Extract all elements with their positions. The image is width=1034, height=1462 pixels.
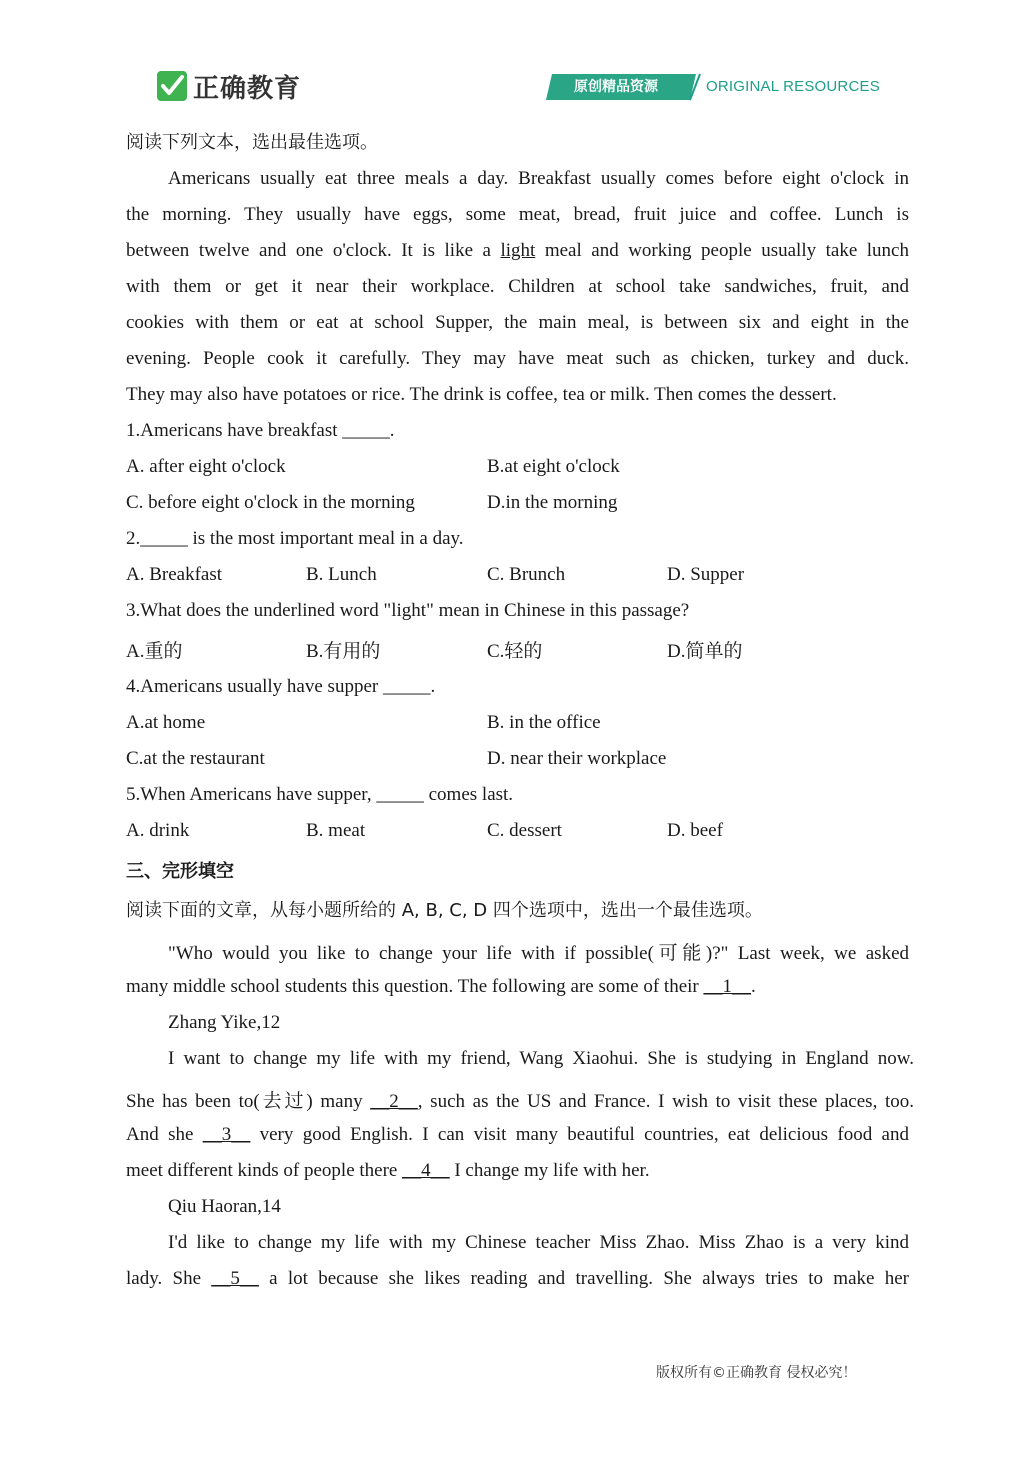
cloze-line: I'd like to change my life with my Chinese teacher Miss Zhao. Miss Zhao is a very kind (168, 1232, 909, 1253)
blank-5: __5__ (211, 1268, 259, 1289)
option-2d: D. Supper (667, 564, 745, 585)
badge-label: 原创精品资源 (574, 79, 658, 95)
option-2a: A. Breakfast (126, 564, 223, 585)
passage-line: with them or get it near their workplace. Children at school take sandwiches, fruit, and (126, 276, 909, 297)
option-4d: D. near their workplace (487, 748, 667, 769)
question-1: 1.Americans have breakfast _____. (126, 420, 395, 441)
passage-line: between twelve and one o'clock. It is like a light meal and working people usually take lunch (126, 240, 909, 261)
option-1c: C. before eight o'clock in the morning (126, 492, 415, 513)
question-4: 4.Americans usually have supper _____. (126, 676, 436, 697)
cloze-line: She has been to(去过) many __2__, such as the US and France. I wish to visit these places, too. (126, 1091, 914, 1112)
option-3b: B.有用的 (306, 641, 381, 662)
option-5c: C. dessert (487, 820, 562, 841)
section-instruction: 阅读下面的文章，从每小题所给的 A, B, C, D 四个选项中，选出一个最佳选项。 (126, 900, 763, 921)
question-5: 5.When Americans have supper, _____ comes last. (126, 784, 514, 805)
student-name: Zhang Yike,12 (168, 1012, 281, 1033)
brand-name: 正确教育 (193, 73, 302, 104)
option-3d: D.简单的 (667, 641, 743, 662)
option-5d: D. beef (667, 820, 723, 841)
underlined-word-light: light (500, 240, 536, 261)
reading-instruction: 阅读下列文本，选出最佳选项。 (126, 132, 378, 153)
copyright-footer: 版权所有©正确教育 侵权必究！ (656, 1365, 857, 1381)
option-1d: D.in the morning (487, 492, 618, 513)
question-2: 2._____ is the most important meal in a day. (126, 528, 464, 549)
option-1b: B.at eight o'clock (487, 456, 620, 477)
page-header (0, 0, 1034, 120)
blank-4: __4__ (402, 1160, 450, 1181)
option-5a: A. drink (126, 820, 190, 841)
option-2b: B. Lunch (306, 564, 377, 585)
original-resources-label: ORIGINAL RESOURCES (706, 78, 880, 95)
blank-3: __3__ (202, 1124, 251, 1145)
checkmark-icon (157, 71, 187, 101)
passage-line: evening. People cook it carefully. They may have meat such as chicken, turkey and duck. (126, 348, 909, 369)
cloze-line: lady. She __5__ a lot because she likes reading and travelling. She always tries to make her (126, 1268, 910, 1289)
option-1a: A. after eight o'clock (126, 456, 286, 477)
student-name: Qiu Haoran,14 (168, 1196, 281, 1217)
blank-1: __1__ (703, 976, 751, 997)
passage-line: They may also have potatoes or rice. The drink is coffee, tea or milk. Then comes the dessert. (126, 384, 837, 405)
passage-line: Americans usually eat three meals a day. Breakfast usually comes before eight o'clock in (168, 168, 909, 189)
passage-line: cookies with them or eat at school Supper, the main meal, is between six and eight in the (126, 312, 909, 333)
option-3a: A.重的 (126, 641, 183, 662)
option-3c: C.轻的 (487, 641, 543, 662)
option-4c: C.at the restaurant (126, 748, 265, 769)
cloze-line: I want to change my life with my friend, Wang Xiaohui. She is studying in England now. (168, 1048, 914, 1069)
cloze-line: meet different kinds of people there __4__ I change my life with her. (126, 1160, 650, 1181)
blank-2: __2__ (370, 1091, 418, 1112)
option-2c: C. Brunch (487, 564, 566, 585)
cloze-line: "Who would you like to change your life with if possible(可能)?" Last week, we asked (168, 943, 909, 964)
passage-line: the morning. They usually have eggs, some meat, bread, fruit juice and coffee. Lunch is (126, 204, 909, 225)
section-title: 三、完形填空 (126, 861, 234, 882)
cloze-line: And she __3__ very good English. I can visit many beautiful countries, eat delicious food and (126, 1124, 909, 1145)
option-4b: B. in the office (487, 712, 601, 733)
slash-icon (688, 72, 702, 102)
brand-logo (157, 68, 301, 104)
option-5b: B. meat (306, 820, 366, 841)
question-3: 3.What does the underlined word "light" mean in Chinese in this passage? (126, 600, 690, 621)
cloze-line: many middle school students this question. The following are some of their __1__. (126, 976, 756, 997)
option-4a: A.at home (126, 712, 206, 733)
